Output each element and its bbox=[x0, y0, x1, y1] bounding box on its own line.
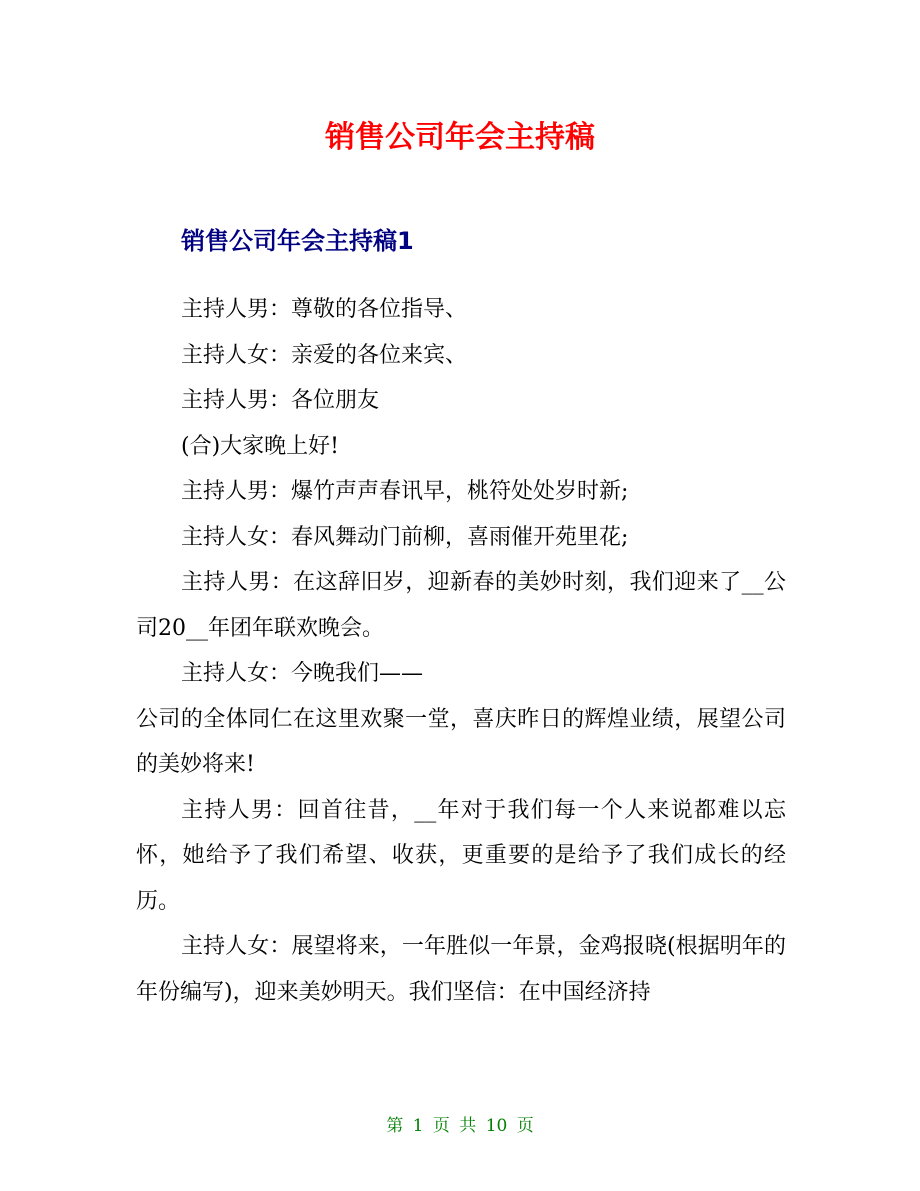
paragraph: 主持人男：各位朋友 bbox=[181, 388, 380, 413]
paragraph: 主持人女：今晚我们—— bbox=[181, 661, 424, 686]
paragraph: 主持人男：在这辞旧岁，迎新春的美妙时刻，我们迎来了__公司20__年团年联欢晚会。 bbox=[136, 570, 786, 641]
paragraph: 公司的全体同仁在这里欢聚一堂，喜庆昨日的辉煌业绩，展望公司的美妙将来! bbox=[136, 706, 786, 777]
paragraph: 主持人女：展望将来，一年胜似一年景，金鸡报晓(根据明年的年份编写)，迎来美妙明天。我们坚信：在中国经济持 bbox=[136, 934, 786, 1005]
paragraph: 主持人男：爆竹声声春讯早，桃符处处岁时新; bbox=[181, 479, 629, 504]
document-body bbox=[136, 287, 786, 1015]
section-title: 销售公司年会主持稿1 bbox=[181, 227, 414, 255]
paragraph: 主持人男：尊敬的各位指导、 bbox=[181, 297, 468, 322]
paragraph: 主持人女：亲爱的各位来宾、 bbox=[181, 342, 468, 368]
document-title: 销售公司年会主持稿 bbox=[325, 120, 595, 155]
paragraph: 主持人女：春风舞动门前柳，喜雨催开苑里花; bbox=[181, 524, 629, 550]
page-footer: 第 1 页 共 10 页 bbox=[386, 1116, 534, 1136]
paragraph: (合)大家晚上好! bbox=[181, 433, 340, 459]
paragraph: 主持人男：回首往昔，__年对于我们每一个人来说都难以忘怀，她给予了我们希望、收获，更重要的是给予了我们成长的经历。 bbox=[136, 797, 786, 914]
